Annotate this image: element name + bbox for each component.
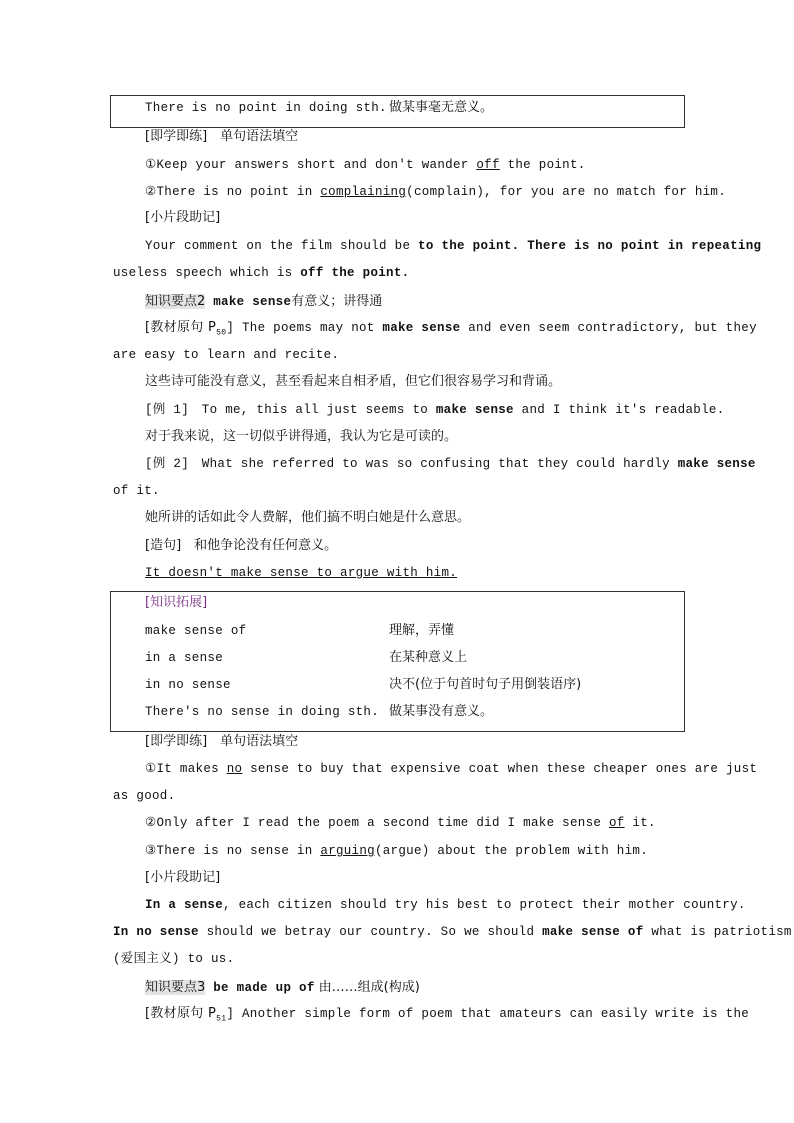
answer-blank: no (226, 762, 243, 776)
point2-example2: [例 2] What she referred to was so confusing that they could hardly make sense (145, 457, 756, 471)
practice1-q1: ①Keep your answers short and don't wander off the point. (145, 158, 586, 172)
expand-row-cn: 理解，弄懂 (389, 623, 455, 638)
point2-source: [教材原句 $P_{50}$] The poems may not make sense and even seem contradictory, but they (145, 320, 757, 338)
answer-blank: complaining (320, 185, 407, 199)
point2-make-sentence-label: [造句] 和他争论没有任何意义。 (145, 538, 338, 553)
point2-example1-translation: 对于我来说，这一切似乎讲得通，我认为它是可读的。 (145, 429, 458, 444)
memo2-line2: In no sense should we betray our country. So we should make sense of what is patriotism (113, 925, 792, 939)
memo1-line2: useless speech which is off the point. (113, 266, 410, 280)
point2-example1: [例 1] To me, this all just seems to make sense and I think it's readable. (145, 403, 725, 417)
box1-chinese: 做某事毫无意义。 (389, 100, 494, 115)
practice2-heading: [即学即练] 单句语法填空 (145, 734, 299, 749)
practice2-q3: ③There is no sense in arguing(argue) about the problem with him. (145, 844, 648, 858)
answer-blank: off (476, 158, 500, 172)
answer-blank: arguing (320, 844, 375, 858)
answer-blank: of (608, 816, 625, 830)
practice2-q2: ②Only after I read the poem a second time did I make sense of it. (145, 816, 656, 830)
practice1-heading: [即学即练] 单句语法填空 (145, 129, 299, 144)
memo2-heading: [小片段助记] (145, 870, 221, 885)
expand-row-en: in no sense (145, 678, 231, 692)
memo1-line1: Your comment on the film should be to the point. There is no point in repeating (145, 239, 762, 253)
expand-row-cn: 在某种意义上 (389, 650, 468, 665)
practice2-q1-line2: as good. (113, 789, 176, 803)
point-tag: 知识要点2 (145, 294, 206, 309)
expand-row-cn: 做某事没有意义。 (389, 704, 494, 719)
memo2-line3: (爱国主义) to us. (113, 952, 235, 966)
practice1-q2: ②There is no point in complaining(complain), for you are no match for him. (145, 185, 727, 199)
expand-heading: [知识拓展] (145, 595, 208, 610)
point2-source-translation: 这些诗可能没有意义，甚至看起来自相矛盾，但它们很容易学习和背诵。 (145, 374, 562, 389)
point2-example2-translation: 她所讲的话如此令人费解，他们搞不明白她是什么意思。 (145, 510, 471, 525)
memo2-line1: In a sense, each citizen should try his best to protect their mother country. (145, 898, 746, 912)
point2-source-line2: are easy to learn and recite. (113, 348, 340, 362)
box1-english: There is no point in doing sth. (145, 101, 387, 115)
expand-row-cn: 决不(位于句首时句子用倒装语序) (389, 677, 582, 692)
practice2-q1: ①It makes no sense to buy that expensive coat when these cheaper ones are just (145, 762, 758, 776)
memo1-heading: [小片段助记] (145, 210, 221, 225)
point2-make-sentence-answer: It doesn't make sense to argue with him. (145, 566, 458, 580)
expand-row-en: in a sense (145, 651, 224, 665)
point-tag: 知识要点3 (145, 980, 206, 995)
expand-row-en: There's no sense in doing sth. (145, 705, 380, 719)
point2-title: 知识要点2 make sense有意义；讲得通 (145, 294, 383, 309)
point2-example2-line2: of it. (113, 484, 160, 498)
point3-title: 知识要点3 be made up of 由……组成(构成) (145, 980, 420, 995)
point3-source: [教材原句 $P_{51}$] Another simple form of poem that amateurs can easily write is the (145, 1006, 750, 1024)
expand-row-en: make sense of (145, 624, 247, 638)
